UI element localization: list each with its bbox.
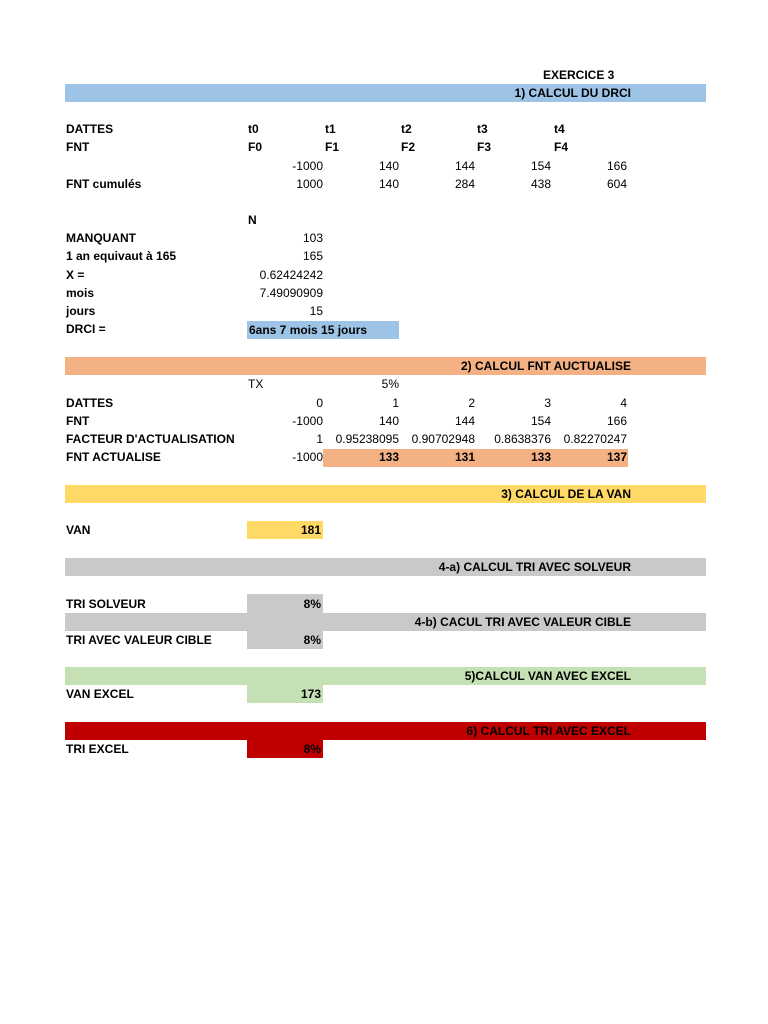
date-t0: t0 (248, 122, 259, 136)
cumul-value-0: 1000 (296, 177, 323, 191)
fnt-name-f1: F1 (325, 140, 340, 154)
date-t3: t3 (477, 122, 488, 136)
fnt-value-1: 140 (378, 159, 399, 173)
date-t4: t4 (554, 122, 565, 136)
cumul-value-1: 140 (378, 177, 399, 191)
manquant-label: MANQUANT (66, 231, 136, 245)
tri-excel-cell (247, 740, 323, 758)
mois-value: 7.49090909 (259, 286, 323, 300)
cumul-value-4: 604 (606, 177, 627, 191)
drci-result-cell (247, 321, 399, 339)
s2-fnt-label: FNT (66, 414, 90, 428)
tri-cible-value: 8% (303, 633, 321, 647)
fnt-name-f3: F3 (477, 140, 492, 154)
cumul-value-3: 438 (530, 177, 551, 191)
factor-label: FACTEUR D'ACTUALISATION (66, 432, 235, 446)
van-excel-label: VAN EXCEL (66, 687, 134, 701)
fnt-name-f2: F2 (401, 140, 416, 154)
section6-band: 6) CALCUL TRI AVEC EXCEL (65, 722, 706, 740)
section2-band: 2) CALCUL FNT AUCTUALISE (65, 357, 706, 375)
equivalence-value: 165 (302, 249, 323, 263)
tri-excel-label: TRI EXCEL (66, 742, 129, 756)
s2-fnt-3: 154 (530, 414, 551, 428)
van-cell (247, 521, 323, 539)
cumul-label: FNT cumulés (66, 177, 142, 191)
tx-label: TX (248, 377, 264, 391)
period-4: 4 (620, 396, 627, 410)
factor-3: 0.8638376 (494, 432, 551, 446)
x-label: X = (66, 268, 85, 282)
van-label: VAN (66, 523, 91, 537)
tri-solveur-label: TRI SOLVEUR (66, 597, 146, 611)
factor-1: 0.95238095 (335, 432, 399, 446)
fnt-value-0: -1000 (292, 159, 323, 173)
van-excel-value: 173 (300, 687, 321, 701)
drci-value: 6ans 7 mois 15 jours (249, 323, 368, 337)
fnt-name-f4: F4 (554, 140, 569, 154)
cumul-value-2: 284 (454, 177, 475, 191)
factor-4: 0.82270247 (563, 432, 627, 446)
jours-value: 15 (309, 304, 323, 318)
section1-band: 1) CALCUL DU DRCI (65, 84, 706, 102)
section3-band: 3) CALCUL DE LA VAN (65, 485, 706, 503)
jours-label: jours (66, 304, 96, 318)
drci-label: DRCI = (66, 322, 106, 336)
fnt-name-f0: F0 (248, 140, 263, 154)
s2-fnt-1: 140 (378, 414, 399, 428)
date-t1: t1 (325, 122, 336, 136)
actualise-0: -1000 (292, 450, 323, 464)
period-2: 2 (468, 396, 475, 410)
equivalence-label: 1 an equivaut à 165 (66, 249, 177, 263)
section4a-band: 4-a) CALCUL TRI AVEC SOLVEUR (65, 558, 706, 576)
x-value: 0.62424242 (259, 268, 323, 282)
van-value: 181 (300, 523, 321, 537)
tx-value: 5% (381, 377, 399, 391)
s2-fnt-0: -1000 (292, 414, 323, 428)
tri-excel-value: 8% (303, 742, 321, 756)
dates-label: DATTES (66, 122, 114, 136)
period-3: 3 (544, 396, 551, 410)
fnt-value-2: 144 (454, 159, 475, 173)
actualise-4: 137 (606, 450, 627, 464)
section5-band: 5)CALCUL VAN AVEC EXCEL (65, 667, 706, 685)
s2-fnt-2: 144 (454, 414, 475, 428)
factor-2: 0.90702948 (411, 432, 475, 446)
actualise-2: 131 (454, 450, 475, 464)
mois-label: mois (66, 286, 95, 300)
period-0: 0 (316, 396, 323, 410)
van-excel-cell (247, 685, 323, 703)
actualise-label: FNT ACTUALISE (66, 450, 161, 464)
exercise-title: EXERCICE 3 (543, 68, 615, 82)
factor-0: 1 (316, 432, 323, 446)
manquant-value: 103 (302, 231, 323, 245)
fnt-value-4: 166 (606, 159, 627, 173)
actualise-1: 133 (378, 450, 399, 464)
s2-fnt-4: 166 (606, 414, 627, 428)
n-label: N (248, 213, 257, 227)
period-1: 1 (392, 396, 399, 410)
actualise-3: 133 (530, 450, 551, 464)
tri-cible-label: TRI AVEC VALEUR CIBLE (66, 633, 212, 647)
section4b-band: 4-b) CACUL TRI AVEC VALEUR CIBLE (65, 613, 706, 631)
date-t2: t2 (401, 122, 412, 136)
s2-dates-label: DATTES (66, 396, 114, 410)
fnt-value-3: 154 (530, 159, 551, 173)
fnt-label: FNT (66, 140, 90, 154)
tri-solveur-value: 8% (303, 597, 321, 611)
